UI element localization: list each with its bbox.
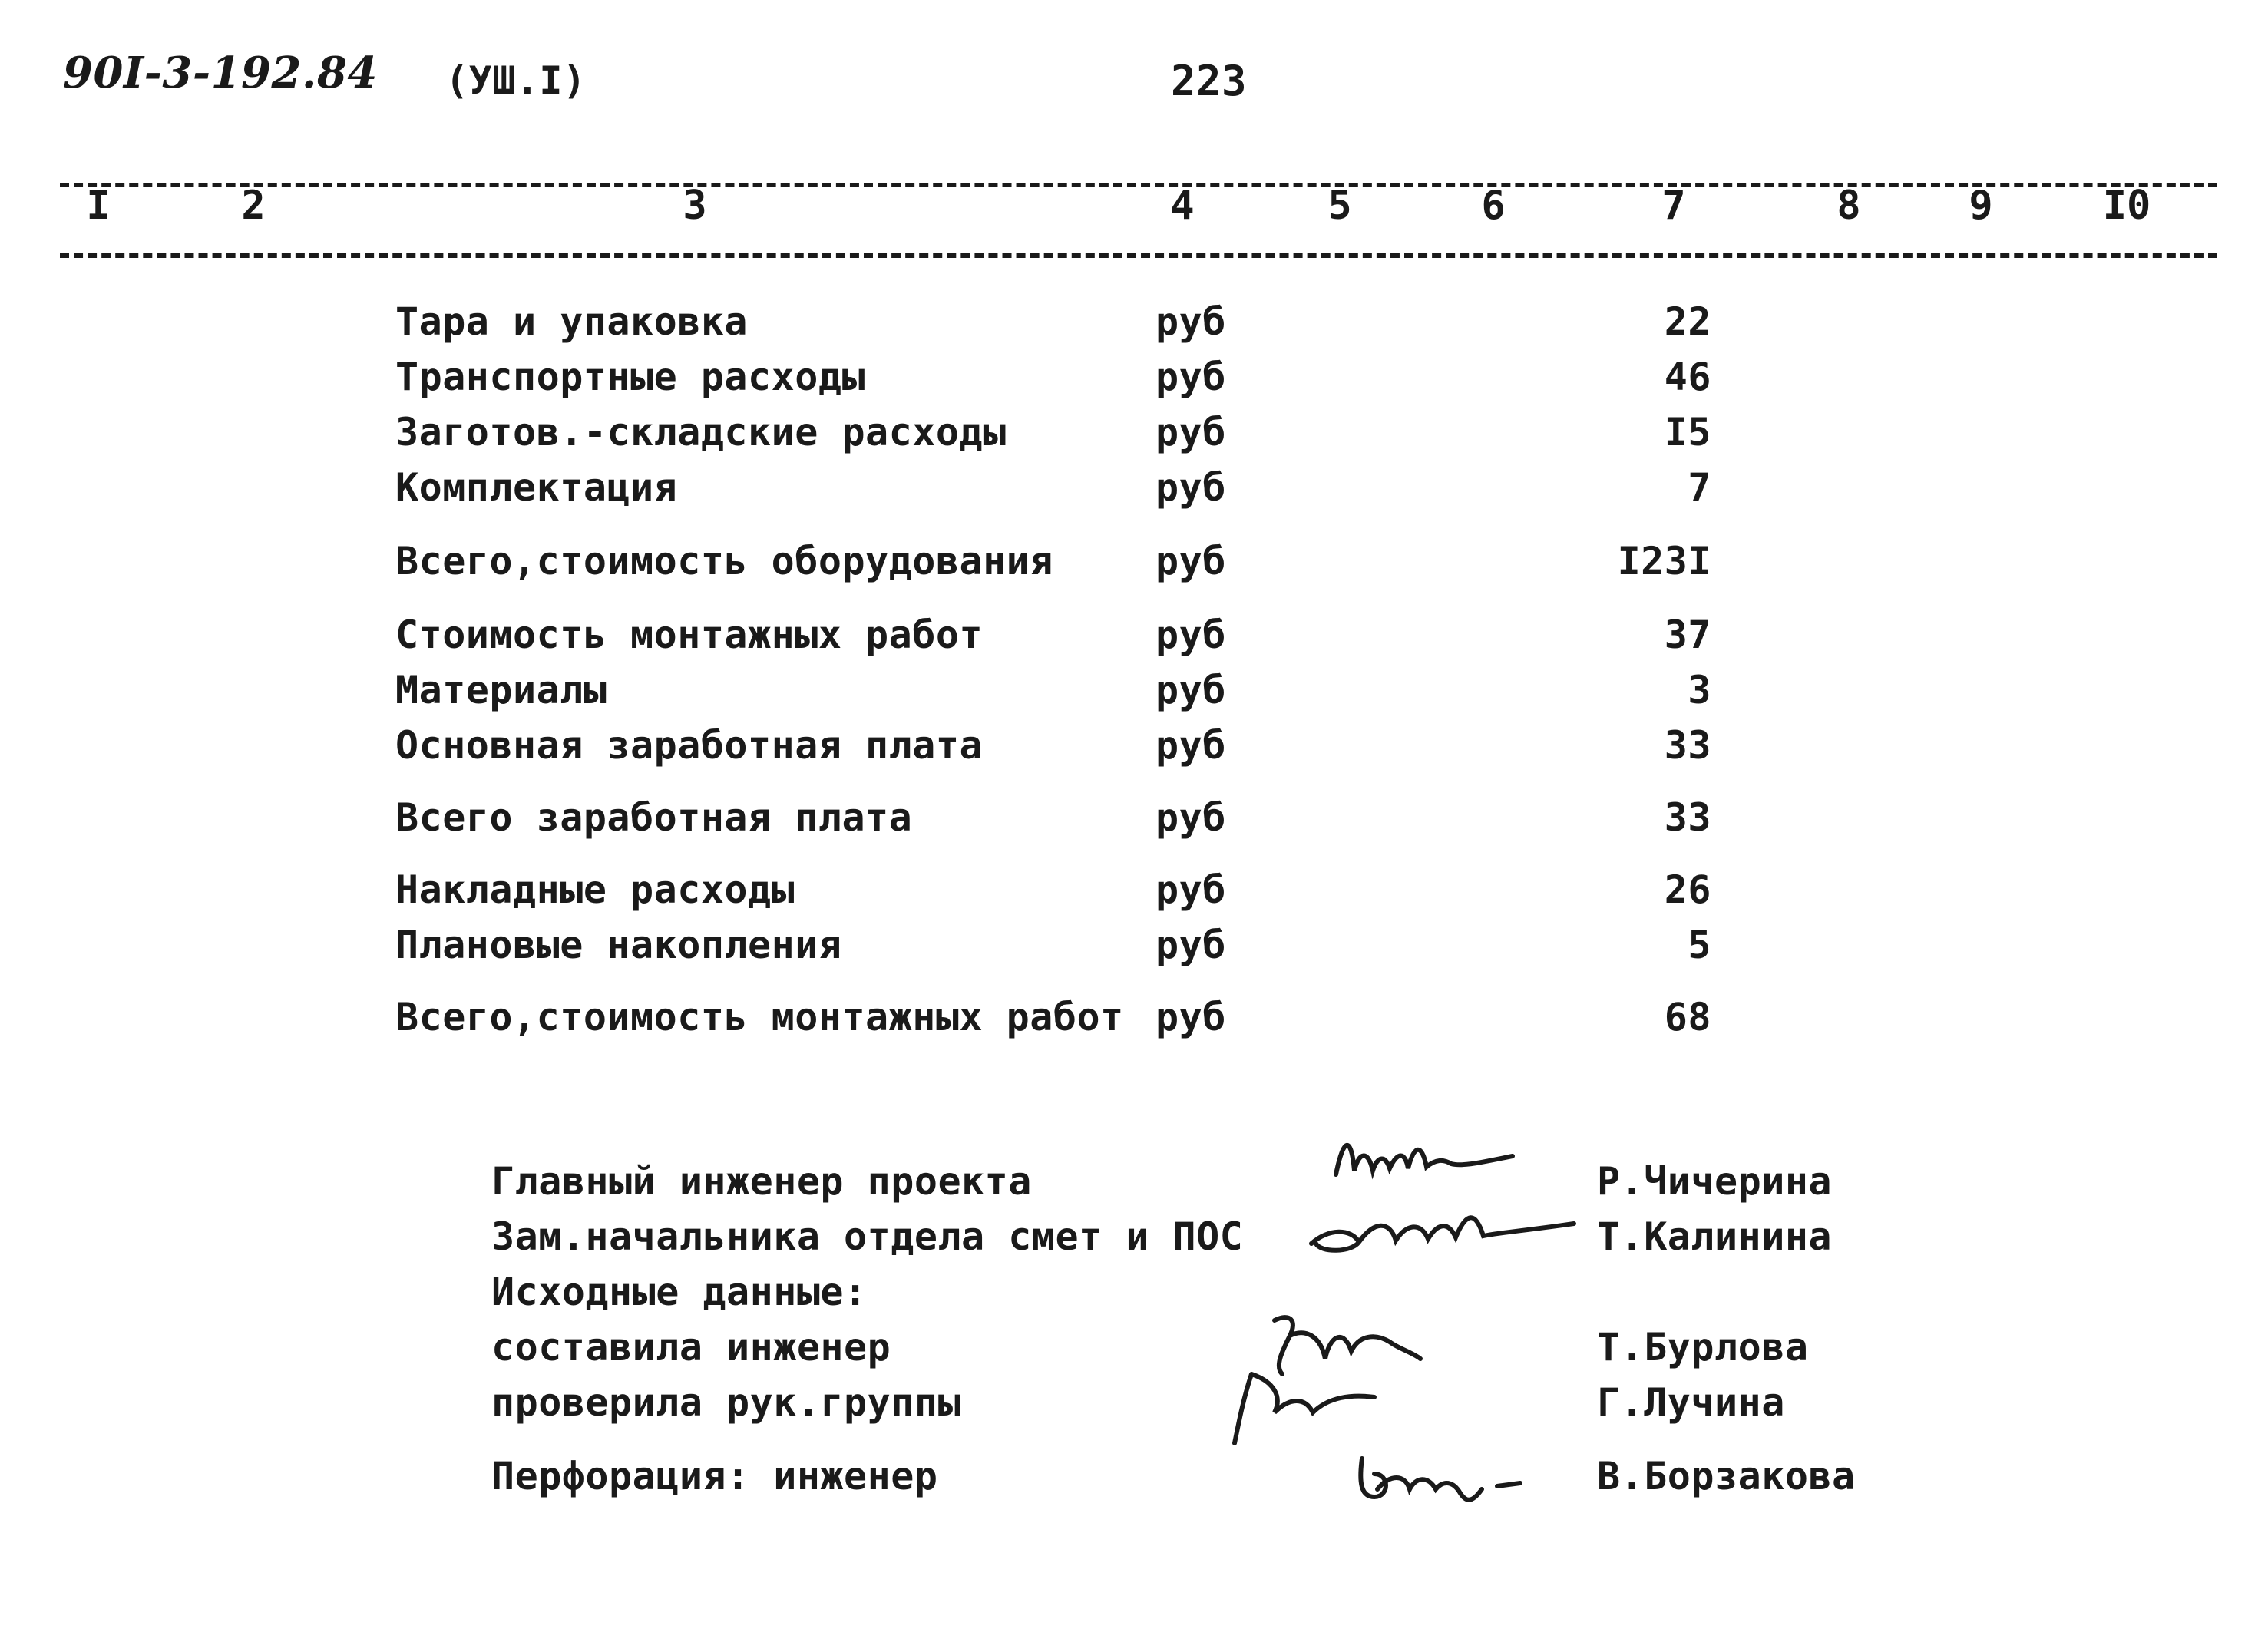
row-value: 37 [1664,613,1711,657]
document-code: 90I-3-192.84 [63,48,378,98]
signer-role: Перфорация: инженер [491,1454,938,1498]
row-label: Стоимость монтажных работ [395,613,984,657]
signer-role: проверила рук.группы [491,1380,962,1425]
row-unit: руб [1155,299,1226,344]
column-header-top-rule [60,183,2217,187]
signer-role: составила инженер [491,1325,891,1369]
row-value: 68 [1664,995,1711,1039]
row-unit: руб [1155,995,1226,1039]
column-number: 5 [1327,183,1352,229]
row-label: Плановые накопления [395,923,842,967]
signer-name: Г.Лучина [1597,1380,1785,1425]
handwritten-signature [1228,1366,1382,1451]
column-number: 8 [1837,183,1861,229]
column-number: 7 [1661,183,1686,229]
page-number: 223 [1171,57,1248,105]
column-header-bottom-rule [60,253,2217,258]
row-unit: руб [1155,923,1226,967]
row-unit: руб [1155,465,1226,510]
row-label: Тара и упаковка [395,299,749,344]
row-value: 33 [1664,723,1711,768]
row-label: Всего заработная плата [395,795,913,840]
row-unit: руб [1155,723,1226,768]
signer-name: Т.Бурлова [1597,1325,1809,1369]
row-label: Всего,стоимость оборудования [395,539,1053,583]
row-value: 26 [1664,867,1711,912]
row-unit: руб [1155,410,1226,454]
signer-role: Зам.начальника отдела смет и ПОС [491,1214,1244,1259]
row-value: 7 [1688,465,1711,510]
row-value: I23I [1617,539,1711,583]
row-unit: руб [1155,355,1226,399]
handwritten-signature [1328,1128,1528,1198]
row-value: 3 [1688,668,1711,712]
column-number: I0 [2102,183,2151,229]
column-number: 3 [683,183,707,229]
column-number: I [86,183,111,229]
row-value: 33 [1664,795,1711,840]
signer-name: Р.Чичерина [1597,1159,1833,1204]
column-number: 2 [241,183,266,229]
signer-name: В.Борзакова [1597,1454,1856,1498]
row-unit: руб [1155,867,1226,912]
signer-name: Т.Калинина [1597,1214,1833,1259]
row-unit: руб [1155,668,1226,712]
row-label: Комплектация [395,465,678,510]
signer-role: Главный инженер проекта [491,1159,1032,1204]
column-number: 6 [1481,183,1506,229]
handwritten-signature [1351,1443,1536,1512]
album-number: (УШ.I) [445,58,587,103]
row-label: Основная заработная плата [395,723,984,768]
source-data-label: Исходные данные: [491,1270,868,1314]
row-value: I5 [1664,410,1711,454]
row-label: Материалы [395,668,607,712]
row-unit: руб [1155,613,1226,657]
handwritten-signature [1305,1198,1582,1267]
row-value: 46 [1664,355,1711,399]
row-label: Заготов.-складские расходы [395,410,1007,454]
row-label: Транспортные расходы [395,355,866,399]
column-number: 4 [1170,183,1195,229]
row-unit: руб [1155,539,1226,583]
row-unit: руб [1155,795,1226,840]
row-value: 22 [1664,299,1711,344]
row-label: Накладные расходы [395,867,795,912]
row-value: 5 [1688,923,1711,967]
column-number: 9 [1969,183,1993,229]
row-label: Всего,стоимость монтажных работ [395,995,1124,1039]
